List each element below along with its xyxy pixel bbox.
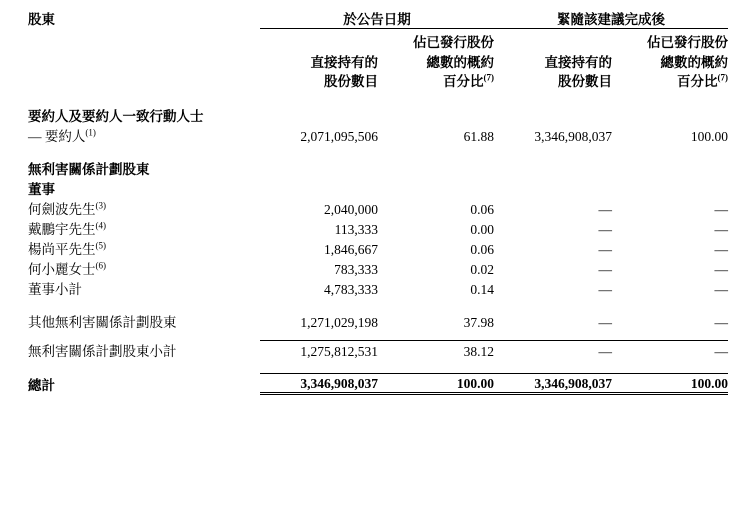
row-value: — bbox=[612, 340, 728, 360]
sub-header-shares-held-2 bbox=[494, 33, 612, 92]
row-value: — bbox=[598, 314, 612, 330]
footnote-marker: (5) bbox=[95, 240, 106, 251]
row-value: 38.12 bbox=[378, 340, 494, 360]
table-row bbox=[28, 278, 728, 298]
table-row bbox=[28, 125, 728, 145]
sub-header-line: 直接持有的 bbox=[544, 54, 612, 70]
row-label-text: 楊尚平先生 bbox=[28, 241, 96, 257]
row-value: — bbox=[714, 281, 728, 297]
footnote-marker: (4) bbox=[95, 220, 106, 231]
group-header-announcement-date: 於公告日期 bbox=[343, 12, 411, 27]
row-label-grand-total: 總計 bbox=[28, 377, 55, 393]
row-value: 113,333 bbox=[334, 221, 378, 237]
section-title-disinterested: 無利害關係計劃股東 bbox=[28, 161, 150, 177]
footnote-marker: (1) bbox=[85, 127, 96, 138]
row-value: — bbox=[714, 241, 728, 257]
table-row bbox=[28, 238, 728, 258]
sub-header-blank bbox=[28, 33, 260, 92]
sub-header-line-text: 百分比 bbox=[677, 74, 718, 90]
row-value: 3,346,908,037 bbox=[260, 374, 378, 394]
section-subtitle-row bbox=[28, 178, 728, 198]
row-value: — bbox=[598, 221, 612, 237]
row-value: 61.88 bbox=[463, 128, 494, 144]
row-value: 2,071,095,506 bbox=[300, 128, 378, 144]
row-value: 4,783,333 bbox=[324, 281, 378, 297]
sub-header-line: 佔已發行股份 bbox=[413, 35, 494, 50]
spacer bbox=[28, 360, 728, 374]
footnote-marker: (6) bbox=[95, 260, 106, 271]
spacer bbox=[28, 331, 728, 341]
row-value: — bbox=[598, 241, 612, 257]
section-title-row bbox=[28, 158, 728, 178]
row-value: 0.06 bbox=[470, 201, 494, 217]
sub-header-line bbox=[612, 72, 728, 92]
row-value: 100.00 bbox=[690, 128, 728, 144]
row-value: — bbox=[714, 201, 728, 217]
spacer bbox=[28, 298, 728, 311]
sub-header-line: 佔已發行股份 bbox=[647, 35, 728, 50]
row-label-director-3 bbox=[28, 238, 260, 258]
row-label-director-2 bbox=[28, 218, 260, 238]
row-value: 0.14 bbox=[470, 281, 494, 297]
section-subtitle-directors: 董事 bbox=[28, 181, 55, 197]
row-label-director-4 bbox=[28, 258, 260, 278]
sub-header-percentage-1 bbox=[378, 33, 494, 92]
row-label-text: 何劍波先生 bbox=[28, 201, 96, 217]
footnote-marker: (7) bbox=[717, 72, 728, 83]
row-label-directors-subtotal: 董事小計 bbox=[28, 281, 82, 297]
row-value: 783,333 bbox=[334, 261, 378, 277]
table-row bbox=[28, 198, 728, 218]
row-label-other-disinterested: 其他無利害關係計劃股東 bbox=[28, 314, 177, 330]
row-value: — bbox=[598, 201, 612, 217]
row-value: 1,846,667 bbox=[324, 241, 378, 257]
sub-header-line: 總數的概約 bbox=[660, 54, 728, 70]
footnote-marker: (3) bbox=[95, 200, 106, 211]
row-value: 100.00 bbox=[378, 374, 494, 394]
shareholding-table bbox=[28, 8, 728, 395]
spacer bbox=[28, 145, 728, 158]
row-value: 37.98 bbox=[463, 314, 494, 330]
sub-header-line: 股份數目 bbox=[558, 74, 612, 90]
sub-header-row bbox=[28, 33, 728, 92]
row-label-text: 戴鵬宇先生 bbox=[28, 221, 96, 237]
row-value: 0.00 bbox=[470, 221, 494, 237]
section-title-row bbox=[28, 105, 728, 125]
row-label-text: — 要約人 bbox=[28, 128, 86, 144]
sub-header-line: 總數的概約 bbox=[426, 54, 494, 70]
sub-header-percentage-2 bbox=[612, 33, 728, 92]
sub-header-line bbox=[378, 72, 494, 92]
grand-total-row bbox=[28, 374, 728, 394]
row-value: — bbox=[598, 281, 612, 297]
row-value: 3,346,908,037 bbox=[494, 374, 612, 394]
sub-header-line: 股份數目 bbox=[324, 74, 378, 90]
footnote-marker: (7) bbox=[483, 72, 494, 83]
group-header-after-proposal: 緊隨該建議完成後 bbox=[557, 12, 665, 27]
row-value: 3,346,908,037 bbox=[534, 128, 612, 144]
sub-header-line: 直接持有的 bbox=[310, 54, 378, 70]
row-label-text: 何小麗女士 bbox=[28, 261, 96, 277]
row-value: — bbox=[714, 221, 728, 237]
subtotal-row bbox=[28, 340, 728, 360]
sub-header-shares-held-1 bbox=[260, 33, 378, 92]
row-value: 0.02 bbox=[470, 261, 494, 277]
row-label-disinterested-subtotal: 無利害關係計劃股東小計 bbox=[28, 344, 177, 360]
row-label-director-1 bbox=[28, 198, 260, 218]
row-value: — bbox=[494, 340, 612, 360]
spacer bbox=[28, 92, 728, 105]
row-value: 1,275,812,531 bbox=[260, 340, 378, 360]
column-header-shareholder: 股東 bbox=[28, 12, 55, 27]
sub-header-line-text: 百分比 bbox=[443, 74, 484, 90]
row-value: 2,040,000 bbox=[324, 201, 378, 217]
table-row bbox=[28, 258, 728, 278]
row-label-offeror bbox=[28, 125, 260, 145]
section-title-offeror: 要約人及要約人一致行動人士 bbox=[28, 108, 204, 124]
row-value: 0.06 bbox=[470, 241, 494, 257]
row-value: 1,271,029,198 bbox=[300, 314, 378, 330]
table-row bbox=[28, 218, 728, 238]
row-value: — bbox=[714, 314, 728, 330]
table-row bbox=[28, 311, 728, 331]
row-value: 100.00 bbox=[612, 374, 728, 394]
table-header-row bbox=[28, 8, 728, 28]
row-value: — bbox=[714, 261, 728, 277]
row-value: — bbox=[598, 261, 612, 277]
